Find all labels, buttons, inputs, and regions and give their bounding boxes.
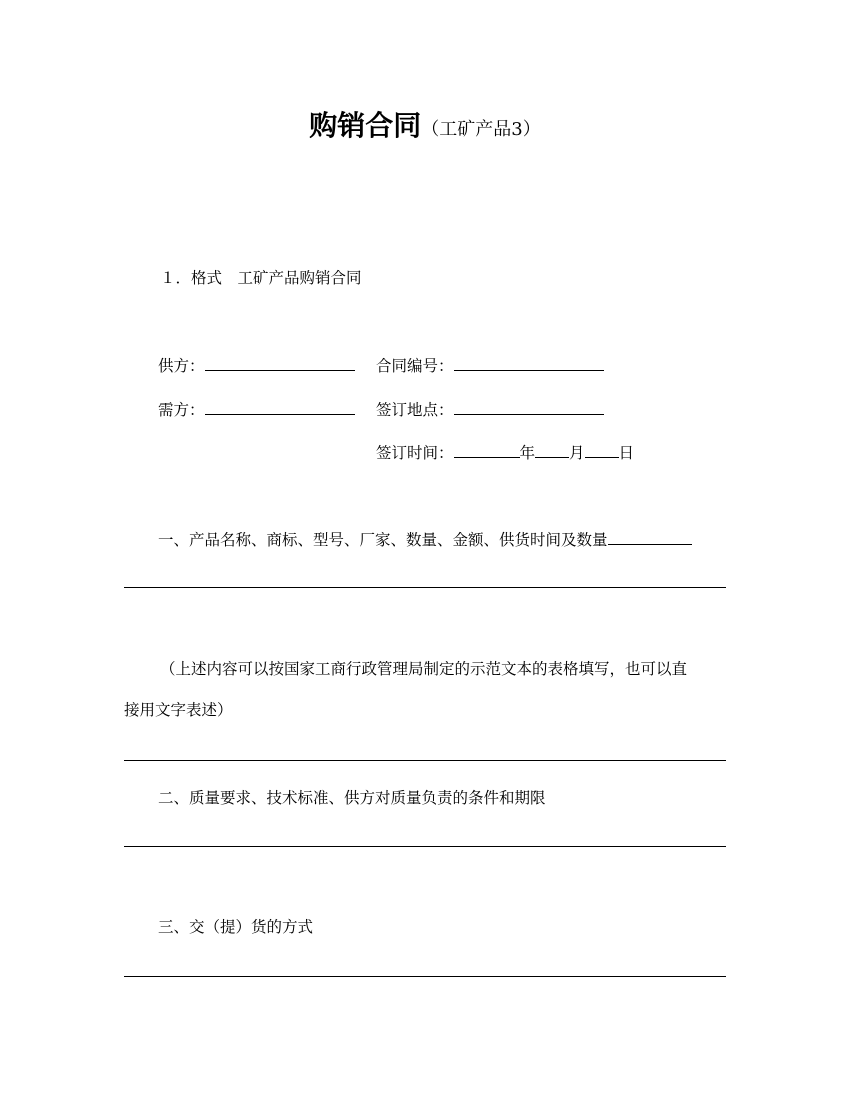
- section-2-heading: 二、质量要求、技术标准、供方对质量负责的条件和期限: [158, 789, 546, 807]
- supplier-row: [158, 354, 355, 376]
- rule-line: [124, 976, 726, 977]
- note-line-2: 接用文字表述）: [124, 701, 233, 719]
- section-1-text: 一、产品名称、商标、型号、厂家、数量、金额、供货时间及数量: [158, 531, 608, 549]
- supplier-label: 供方：: [158, 357, 205, 375]
- buyer-row: [158, 398, 355, 420]
- rule-line: [124, 587, 726, 588]
- sign-place-field[interactable]: [454, 398, 604, 415]
- section-3-heading: 三、交（提）货的方式: [158, 918, 314, 936]
- title-main: 购销合同: [309, 109, 422, 142]
- sign-place-row: [376, 398, 604, 420]
- year-field[interactable]: [454, 441, 520, 458]
- month-label: 月: [569, 444, 585, 462]
- contract-no-row: [376, 354, 604, 376]
- year-label: 年: [519, 444, 536, 462]
- day-label: 日: [618, 444, 635, 462]
- day-field[interactable]: [585, 441, 619, 458]
- buyer-label: 需方：: [158, 401, 205, 419]
- document-title: [0, 104, 850, 144]
- sign-place-label: 签订地点：: [376, 401, 454, 419]
- section-1-field[interactable]: [608, 528, 692, 545]
- note-line-1: （上述内容可以按国家工商行政管理局制定的示范文本的表格填写，也可以直: [160, 660, 688, 678]
- section-1-heading: [158, 528, 692, 550]
- buyer-field[interactable]: [205, 398, 355, 415]
- format-line: １．格式 工矿产品购销合同: [160, 269, 362, 287]
- contract-no-field[interactable]: [454, 354, 604, 371]
- month-field[interactable]: [535, 441, 569, 458]
- supplier-field[interactable]: [205, 354, 355, 371]
- title-subtitle: （工矿产品3）: [421, 119, 541, 140]
- rule-line: [124, 760, 726, 761]
- rule-line: [124, 846, 726, 847]
- contract-no-label: 合同编号：: [376, 357, 454, 375]
- sign-time-label: 签订时间：: [376, 444, 454, 462]
- sign-time-row: [376, 441, 634, 463]
